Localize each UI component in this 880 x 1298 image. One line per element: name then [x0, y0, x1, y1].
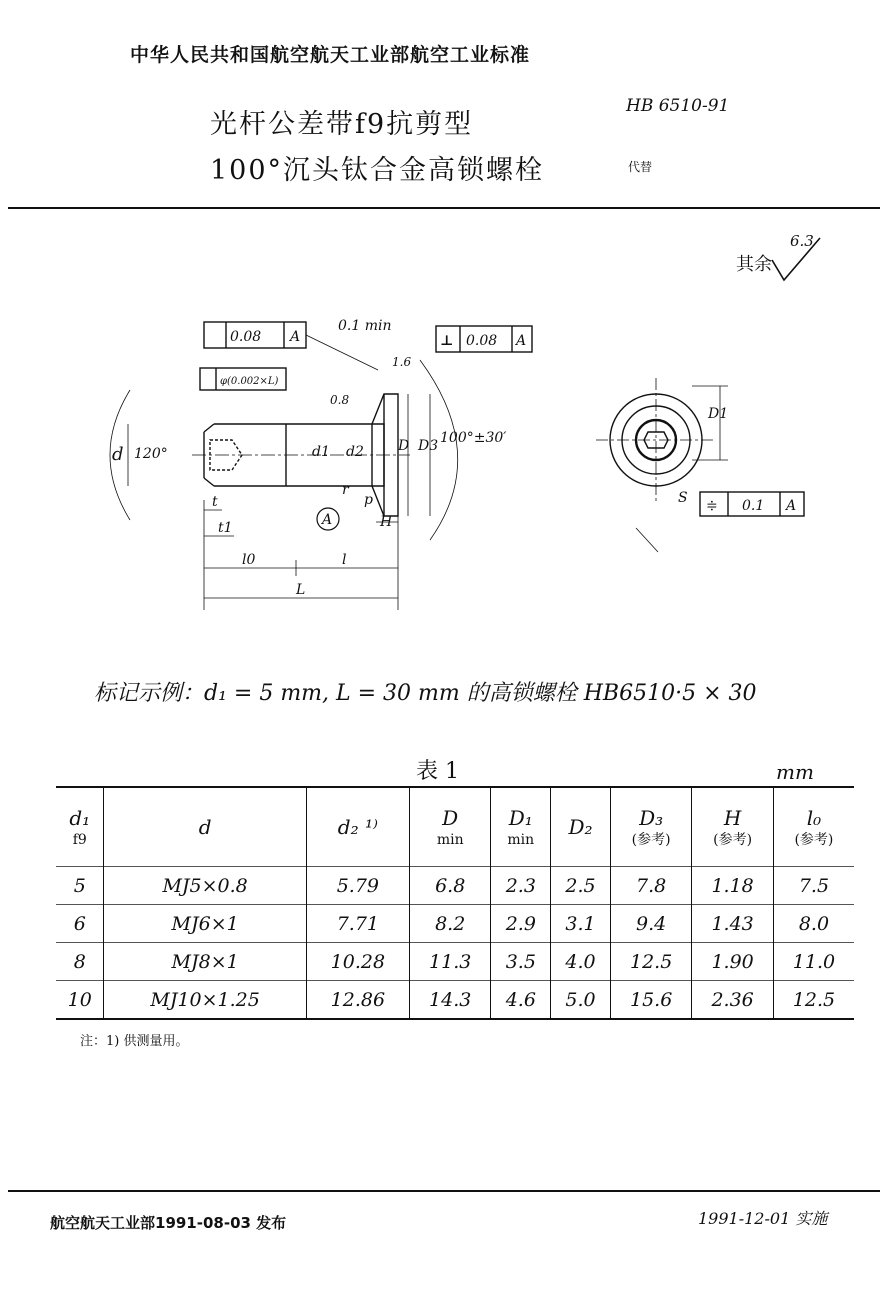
col-header: D₁ min: [491, 787, 551, 867]
symmetry-tolerance: 0.1: [742, 498, 765, 514]
col-header: D₃ (参考): [610, 787, 691, 867]
col-header: D₂: [551, 787, 611, 867]
table-footnote: 注：1) 供测量用。: [80, 1034, 189, 1049]
table-cell: 5.79: [306, 867, 409, 905]
table-cell: 10: [56, 981, 104, 1020]
table-cell: 15.6: [610, 981, 691, 1020]
symmetry-datum: A: [786, 498, 797, 514]
table-cell: 2.5: [551, 867, 611, 905]
table-cell: 9.4: [610, 905, 691, 943]
table-cell: 12.5: [610, 943, 691, 981]
table-row: [56, 943, 854, 981]
standard-title-line2: 100°沉头钛合金高锁螺栓: [210, 155, 545, 186]
implementation-date: 1991-12-01 实施: [698, 1209, 828, 1228]
table-cell: 1.18: [692, 867, 773, 905]
table-cell: MJ5×0.8: [104, 867, 306, 905]
dimension-table: [56, 786, 854, 1020]
table-row: [56, 981, 854, 1020]
table-cell: MJ8×1: [104, 943, 306, 981]
col-header: d: [104, 787, 306, 867]
marking-example: 标记示例：d₁ = 5 mm, L = 30 mm 的高锁螺栓 HB6510·5 × 30: [94, 681, 757, 706]
svg-text:≑: ≑: [706, 498, 718, 514]
standard-title-line1: 光杆公差带f9抗剪型: [210, 109, 474, 140]
perp-tolerance: 0.08: [466, 333, 498, 349]
table-cell: 2.9: [491, 905, 551, 943]
dim-D3: D3: [418, 438, 439, 454]
table-cell: MJ6×1: [104, 905, 306, 943]
replaces-label: 代替: [628, 160, 653, 174]
header-divider: [8, 207, 880, 209]
table-row: [56, 867, 854, 905]
table-cell: 8.2: [409, 905, 490, 943]
roughness-value: 6.3: [790, 232, 814, 250]
dim-S: S: [678, 490, 688, 506]
table-title: 表 1: [416, 759, 459, 784]
table-cell: 12.86: [306, 981, 409, 1020]
table-cell: 7.71: [306, 905, 409, 943]
straightness-tolerance: φ(0.002×L): [220, 376, 279, 387]
dim-l: l: [342, 552, 347, 568]
runout-tolerance: 0.08: [230, 329, 262, 345]
table-cell: 3.1: [551, 905, 611, 943]
roughness-0-8: 0.8: [330, 393, 350, 407]
table-cell: 2.3: [491, 867, 551, 905]
table-cell: 11.0: [773, 943, 854, 981]
table-cell: 4.6: [491, 981, 551, 1020]
roughness-1-6: 1.6: [392, 355, 412, 369]
table-unit: mm: [776, 760, 814, 784]
table-row: [56, 905, 854, 943]
angle-100: 100°±30′: [440, 430, 507, 446]
table-cell: 10.28: [306, 943, 409, 981]
dim-r: r: [342, 482, 349, 498]
table-cell: 1.90: [692, 943, 773, 981]
table-cell: 6: [56, 905, 104, 943]
bolt-end-view: [596, 368, 826, 568]
table-cell: 2.36: [692, 981, 773, 1020]
roughness-other-label: 其余: [736, 254, 772, 275]
datum-A: A: [322, 512, 333, 528]
angle-120: 120°: [134, 446, 168, 462]
runout-datum: A: [290, 329, 301, 345]
table-header-row: [56, 787, 854, 867]
col-header: H (参考): [692, 787, 773, 867]
min-note: 0.1 min: [338, 318, 392, 334]
table-cell: 8: [56, 943, 104, 981]
dim-L: L: [296, 582, 306, 598]
col-header: D min: [409, 787, 490, 867]
table-cell: MJ10×1.25: [104, 981, 306, 1020]
dim-H: H: [380, 514, 393, 530]
dim-t1: t1: [218, 520, 233, 536]
table-cell: 7.5: [773, 867, 854, 905]
dim-d1: d1: [312, 444, 330, 460]
col-header: d₁ f9: [69, 805, 91, 848]
perp-datum: A: [516, 333, 527, 349]
svg-text:⊥: ⊥: [440, 333, 454, 349]
dim-d2: d2: [346, 444, 364, 460]
dim-l0: l0: [242, 552, 256, 568]
dim-d: d: [112, 444, 124, 465]
table-cell: 1.43: [692, 905, 773, 943]
issuing-authority: 中华人民共和国航空航天工业部航空工业标准: [130, 44, 531, 66]
issue-date: 航空航天工业部1991-08-03 发布: [50, 1214, 287, 1232]
table-cell: 7.8: [610, 867, 691, 905]
col-header: d₂ ¹⁾: [306, 787, 409, 867]
dim-p: p: [364, 492, 373, 508]
roughness-symbol-icon: [770, 236, 830, 282]
standard-number: HB 6510-91: [626, 96, 730, 116]
table-cell: 3.5: [491, 943, 551, 981]
dim-t: t: [212, 494, 218, 510]
footer-divider: [8, 1190, 880, 1192]
table-cell: 8.0: [773, 905, 854, 943]
table-cell: 12.5: [773, 981, 854, 1020]
table-cell: 6.8: [409, 867, 490, 905]
dim-D: D: [398, 438, 410, 454]
col-header: l₀ (参考): [773, 787, 854, 867]
table-cell: 5: [56, 867, 104, 905]
table-cell: 5.0: [551, 981, 611, 1020]
table-cell: 14.3: [409, 981, 490, 1020]
table-cell: 4.0: [551, 943, 611, 981]
table-cell: 11.3: [409, 943, 490, 981]
dim-D1: D1: [708, 406, 729, 422]
